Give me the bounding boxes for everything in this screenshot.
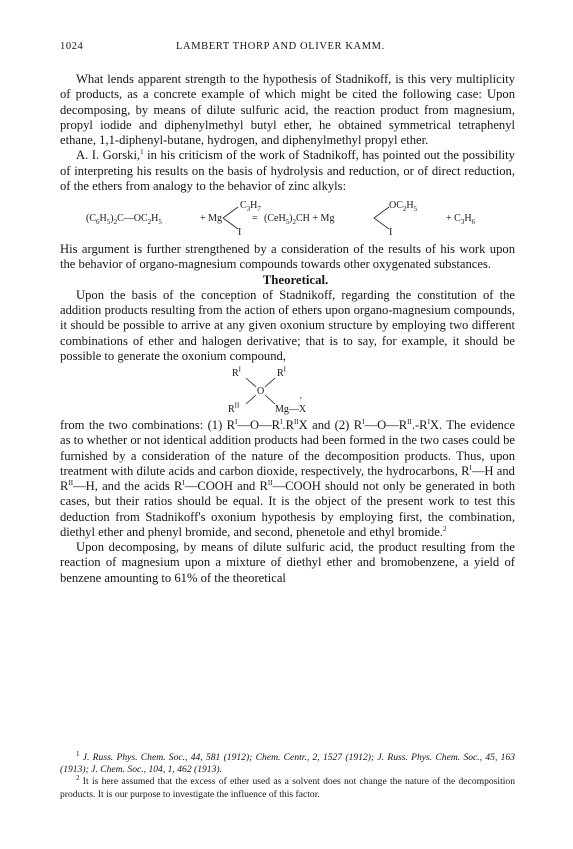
oxonium-r1-right: $R^I$ bbox=[277, 365, 287, 379]
article-body bbox=[60, 72, 515, 586]
oxonium-r1-left: $R^I$ bbox=[232, 365, 242, 379]
oxonium-prime: ' bbox=[300, 396, 302, 407]
equation-plus-mg-1: + Mg bbox=[200, 213, 223, 224]
footnote-1: $^1$ J. Russ. Phys. Chem. Soc., 44, 581 (1912); Chem. Centr., 2, 1527 (1912); J. Russ. Phys. Chem. Soc., 45, 163 (1913); J. Chem. Soc., 104, 1, 462 (1913). bbox=[60, 749, 515, 776]
footnote-ref-2: 2 bbox=[442, 524, 447, 533]
oxonium-r2: $R^{II}$ bbox=[228, 401, 240, 415]
paragraph-2 bbox=[60, 148, 515, 194]
oxonium-oxygen: O bbox=[257, 386, 265, 397]
reaction-equation bbox=[60, 194, 515, 242]
paragraph-5: from the two combinations: (1) $R^I—O—R^I.R^{II}X$ and (2) $R^I—O—R^{II}.-R^IX$. The evidence as to whether or not identical addition products had been formed in the two cases could be furnished by a consideration of the nature of the decomposition products. Thus, upon treatment with dilute acids and carbon dioxide, respectively, the hydrocarbons, $R^I—H$ and $R^{II}—H$, and the acids $R^I—COOH$ and $R^{II}—COOH$ should not only be generated in both cases, but their ratios should be equal. It is the object of the present work to test this deduction from Stadnikoff's oxonium hypothesis by employing first, the combination, diethyl ether and phenyl bromide, and second, phenetole and ethyl bromide.$^2$ bbox=[60, 417, 515, 539]
footnote-ref-1: 1 bbox=[140, 148, 144, 157]
footnote-2: $^2$ It is here assumed that the excess of ether used as a solvent does not change the nature of the decomposition products. It is our purpose to investigate the influence of this factor. bbox=[60, 774, 515, 800]
oxonium-structure bbox=[60, 364, 515, 418]
paragraph-1: What lends apparent strength to the hypothesis of Stadnikoff, is this very multiplicity of products, as a concrete example of which might be cited the following case: Upon decomposing, by means of dilute sulfuric acid, the reaction product from magnesium, propyl iodide and diphenylmethyl butyl ether, he obtained symmetrical tetraphenyl ethane, 1,1-diphenyl-butane, hydrogen, and diphenylmethyl propyl ether. bbox=[60, 72, 515, 147]
footnotes bbox=[60, 749, 515, 801]
paragraph-2-text: in his criticism of the work of Stadnikoff, has pointed out the possibility of interpreting his results on the basis of hydrolysis and reduction, or of direct reduction, of the ethers from analogy to the behavior of zinc alkyls: bbox=[60, 148, 515, 193]
paragraph-4: Upon the basis of the conception of Stadnikoff, regarding the constitution of the addition products resulting from the action of ethers upon organo-magnesium compounds, it should be possible to arrive at any given oxonium structure by employing two different combinations of ether and halogen derivative; that is to say, for example, it should be possible to generate the oxonium compound, bbox=[60, 287, 515, 363]
propyl-group: $C_3H_7$ bbox=[240, 200, 261, 213]
section-heading-theoretical: Theoretical. bbox=[262, 272, 329, 287]
page-number: 1024 bbox=[60, 41, 84, 52]
iodine-1: I bbox=[238, 227, 242, 238]
paragraph-6: Upon decomposing, by means of dilute sulfuric acid, the product resulting from the reaction of magnesium upon a mixture of diethyl ether and bromobenzene, a yield of benzene amounting to 61% of the theoretical bbox=[60, 540, 515, 585]
equation-equals: = bbox=[252, 213, 258, 224]
iodine-2: I bbox=[389, 227, 393, 238]
equation-middle: $(CeH_5)_2CH + Mg$ bbox=[264, 213, 335, 226]
author-name: A. I. Gorski, bbox=[76, 148, 141, 163]
equation-lhs: $(C_6H_5)_2C—OC_2H_5$ bbox=[86, 213, 162, 226]
oxonium-mgx: Mg—X bbox=[275, 404, 307, 415]
ethoxy-group: $OC_2H_5$ bbox=[389, 200, 418, 213]
equation-propylene: + $C_3H_6$ bbox=[446, 213, 476, 226]
paragraph-3: His argument is further strengthened by a consideration of the results of his work upon the behavior of organo-magnesium compounds towards other oxygenated substances. bbox=[60, 242, 515, 272]
running-title: LAMBERT THORP AND OLIVER KAMM. bbox=[176, 41, 385, 52]
running-header bbox=[60, 41, 515, 57]
